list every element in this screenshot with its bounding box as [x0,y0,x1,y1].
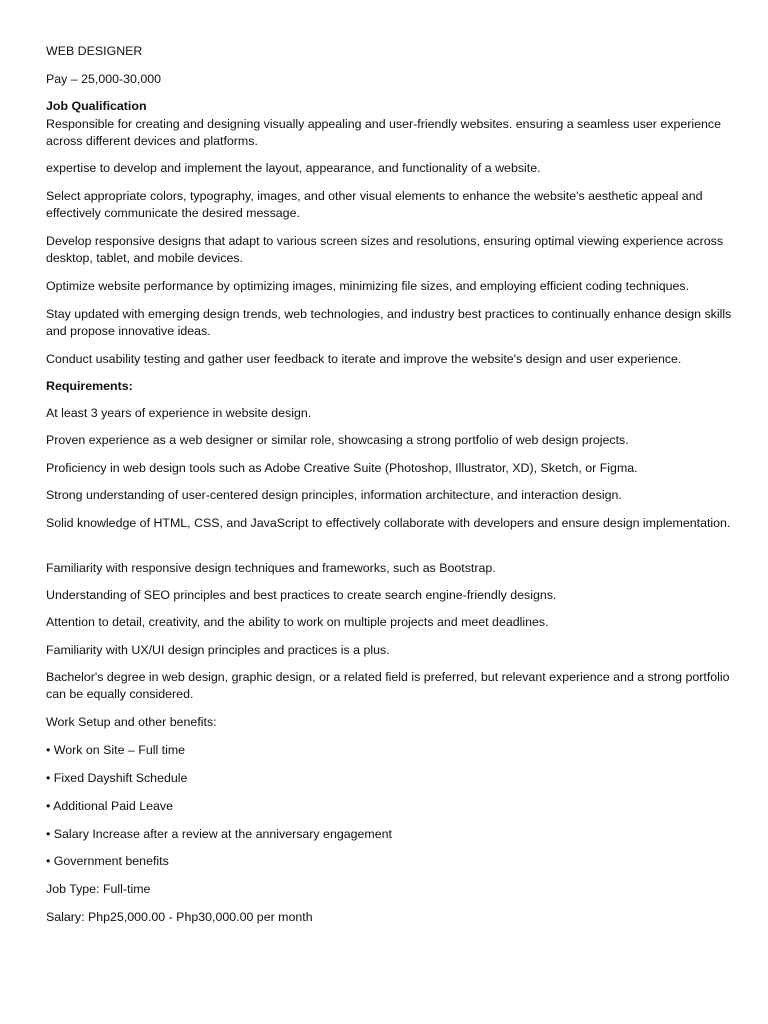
requirement-item: Solid knowledge of HTML, CSS, and JavaScript to effectively collaborate with developers and ensure design implementation. [46,516,731,530]
benefit-item: • Work on Site – Full time [46,743,186,757]
qualification-item: Select appropriate colors, typography, images, and other visual elements to enhance the website's aesthetic appeal and effectively communicate the desired message. [46,189,703,221]
requirement-item: At least 3 years of experience in website design. [46,406,312,420]
requirement-item: Strong understanding of user-centered design principles, information architecture, and interaction design. [46,488,622,502]
qualification-item: Optimize website performance by optimizing images, minimizing file sizes, and employing efficient coding techniques. [46,279,690,293]
pay-range: Pay – 25,000-30,000 [46,72,162,86]
benefit-item: • Salary Increase after a review at the anniversary engagement [46,827,392,841]
qualification-item: expertise to develop and implement the layout, appearance, and functionality of a website. [46,161,541,175]
job-title: WEB DESIGNER [46,44,143,58]
requirement-item: Familiarity with responsive design techniques and frameworks, such as Bootstrap. [46,561,496,575]
salary: Salary: Php25,000.00 - Php30,000.00 per month [46,910,313,924]
requirement-item: Familiarity with UX/UI design principles and practices is a plus. [46,643,390,657]
benefits-heading: Work Setup and other benefits: [46,715,217,729]
qualification-item: Responsible for creating and designing visually appealing and user-friendly websites. ensuring a seamless user experience across different devices and platforms. [46,117,721,149]
qualification-item: Stay updated with emerging design trends, web technologies, and industry best practices to continually enhance design skills and propose innovative ideas. [46,307,732,339]
requirement-item: Attention to detail, creativity, and the ability to work on multiple projects and meet deadlines. [46,615,549,629]
requirements-heading: Requirements: [46,379,133,393]
benefit-item: • Government benefits [46,854,169,868]
requirement-item: Proven experience as a web designer or similar role, showcasing a strong portfolio of web design projects. [46,433,629,447]
benefit-item: • Additional Paid Leave [46,799,173,813]
job-type: Job Type: Full-time [46,882,151,896]
requirement-item: Bachelor's degree in web design, graphic design, or a related field is preferred, but relevant experience and a strong portfolio can be equally considered. [46,670,730,702]
benefit-item: • Fixed Dayshift Schedule [46,771,188,785]
requirement-item: Understanding of SEO principles and best practices to create search engine-friendly designs. [46,588,557,602]
qualification-item: Develop responsive designs that adapt to various screen sizes and resolutions, ensuring optimal viewing experience across desktop, tablet, and mobile devices. [46,234,724,266]
qualification-heading: Job Qualification [46,99,147,113]
requirement-item: Proficiency in web design tools such as Adobe Creative Suite (Photoshop, Illustrator, XD), Sketch, or Figma. [46,461,638,475]
qualification-item: Conduct usability testing and gather user feedback to iterate and improve the website's design and user experience. [46,352,682,366]
